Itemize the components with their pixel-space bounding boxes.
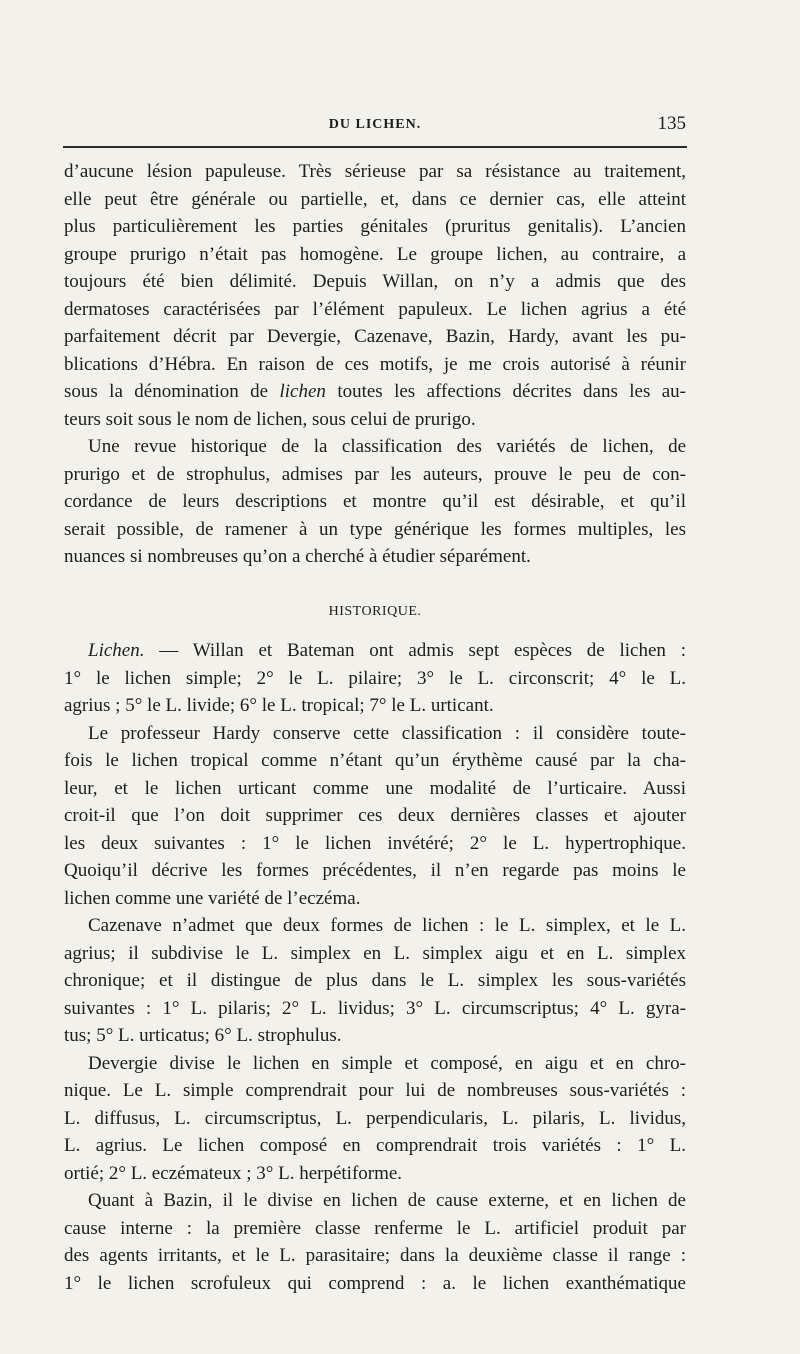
text-line: agrius; il subdivise le L. simplex en L. simplex aigu et en L. simplex: [64, 942, 686, 964]
text-line: [64, 637, 686, 665]
paragraph: [64, 1187, 686, 1297]
text-line: chronique; et il distingue de plus dans le L. simplex les sous-variétés: [64, 970, 686, 991]
text-line: 1° le lichen scrofuleux qui comprend : a. le lichen exanthématique: [64, 1272, 686, 1294]
text-line: plus particulièrement les parties génitales (pruritus genitalis). L’ancien: [64, 216, 686, 237]
page-number: 135: [657, 113, 686, 134]
lead-rest: — Willan et Bateman ont admis sept espèces de lichen :: [144, 640, 686, 661]
paragraph: [64, 1050, 686, 1188]
text-line: tus; 5° L. urticatus; 6° L. strophulus.: [64, 1025, 342, 1046]
text-line: prurigo et de strophulus, admises par les auteurs, prouve le peu de con-: [64, 463, 686, 485]
text-line: les deux suivantes : 1° le lichen invétéré; 2° le L. hypertrophique.: [64, 832, 686, 854]
text-line: fois le lichen tropical comme n’étant qu’un érythème causé par la cha-: [64, 750, 686, 771]
paragraph: [64, 720, 686, 913]
text-line: nuances si nombreuses qu’on a cherché à étudier séparément.: [64, 546, 531, 567]
paragraph: [64, 637, 686, 720]
italic-term: lichen: [279, 381, 326, 402]
text-line: dermatoses caractérisées par l’élément papuleux. Le lichen agrius a été: [64, 298, 686, 320]
text-line: agrius ; 5° le L. livide; 6° le L. tropical; 7° le L. urticant.: [64, 695, 494, 716]
text-line: des agents irritants, et le L. parasitaire; dans la deuxième classe il range :: [64, 1245, 686, 1266]
text-line: parfaitement décrit par Devergie, Cazenave, Bazin, Hardy, avant les pu-: [64, 326, 686, 347]
text-line: groupe prurigo n’était pas homogène. Le groupe lichen, au contraire, a: [64, 243, 686, 265]
section-heading: HISTORIQUE.: [328, 603, 422, 619]
text-line: blications d’Hébra. En raison de ces motifs, je me crois autorisé à réunir: [64, 353, 686, 375]
paragraph: [64, 912, 686, 1050]
text-line: Quoiqu’il décrive les formes précédentes, il n’en regarde pas moins le: [64, 860, 686, 881]
text-line: 1° le lichen simple; 2° le L. pilaire; 3° le L. circonscrit; 4° le L.: [64, 667, 686, 689]
text-line: Quant à Bazin, il le divise en lichen de cause externe, et en lichen de: [88, 1190, 686, 1211]
text-line: serait possible, de ramener à un type générique les formes multiples, les: [64, 518, 686, 540]
text-line: Une revue historique de la classification des variétés de lichen, de: [88, 436, 686, 457]
text-line: elle peut être générale ou partielle, et, dans ce dernier cas, elle atteint: [64, 188, 686, 210]
text-line: suivantes : 1° L. pilaris; 2° L. lividus; 3° L. circumscriptus; 4° L. gyra-: [64, 997, 686, 1019]
running-head: [64, 113, 686, 137]
text-line: L. diffusus, L. circumscriptus, L. perpendicularis, L. pilaris, L. lividus,: [64, 1107, 686, 1129]
text-line: Devergie divise le lichen en simple et composé, en aigu et en chro-: [88, 1052, 686, 1074]
text-line: cordance de leurs descriptions et montre qu’il est désirable, et qu’il: [64, 491, 686, 512]
text-line: sous la dénomination de lichen toutes les affections décrites dans les au-: [64, 381, 686, 402]
text-line: L. agrius. Le lichen composé en comprendrait trois variétés : 1° L.: [64, 1135, 686, 1156]
text-line: croit-il que l’on doit supprimer ces deux dernières classes et ajouter: [64, 805, 686, 826]
text-line: toujours été bien délimité. Depuis Willan, on n’y a admis que des: [64, 271, 686, 292]
text-line: teurs soit sous le nom de lichen, sous celui de prurigo.: [64, 408, 476, 430]
text-line: nique. Le L. simple comprendrait pour lui de nombreuses sous-variétés :: [64, 1080, 686, 1101]
text-line: lichen comme une variété de l’eczéma.: [64, 887, 361, 909]
text-line: Cazenave n’admet que deux formes de lichen : le L. simplex, et le L.: [88, 915, 686, 936]
running-title: DU LICHEN.: [328, 117, 422, 132]
text-line: leur, et le lichen urticant comme une modalité de l’urticaire. Aussi: [64, 777, 686, 799]
paragraph: [64, 158, 686, 433]
paragraph: [64, 433, 686, 571]
header-rule: [63, 146, 687, 148]
text-line: ortié; 2° L. eczémateux ; 3° L. herpétiforme.: [64, 1162, 403, 1184]
lead-term: Lichen.: [88, 640, 145, 661]
text-line: d’aucune lésion papuleuse. Très sérieuse par sa résistance au traitement,: [64, 161, 686, 182]
text-line: Le professeur Hardy conserve cette classification : il considère toute-: [88, 722, 686, 744]
body-text: [64, 158, 686, 1297]
text-line: cause interne : la première classe renferme le L. artificiel produit par: [64, 1217, 686, 1239]
